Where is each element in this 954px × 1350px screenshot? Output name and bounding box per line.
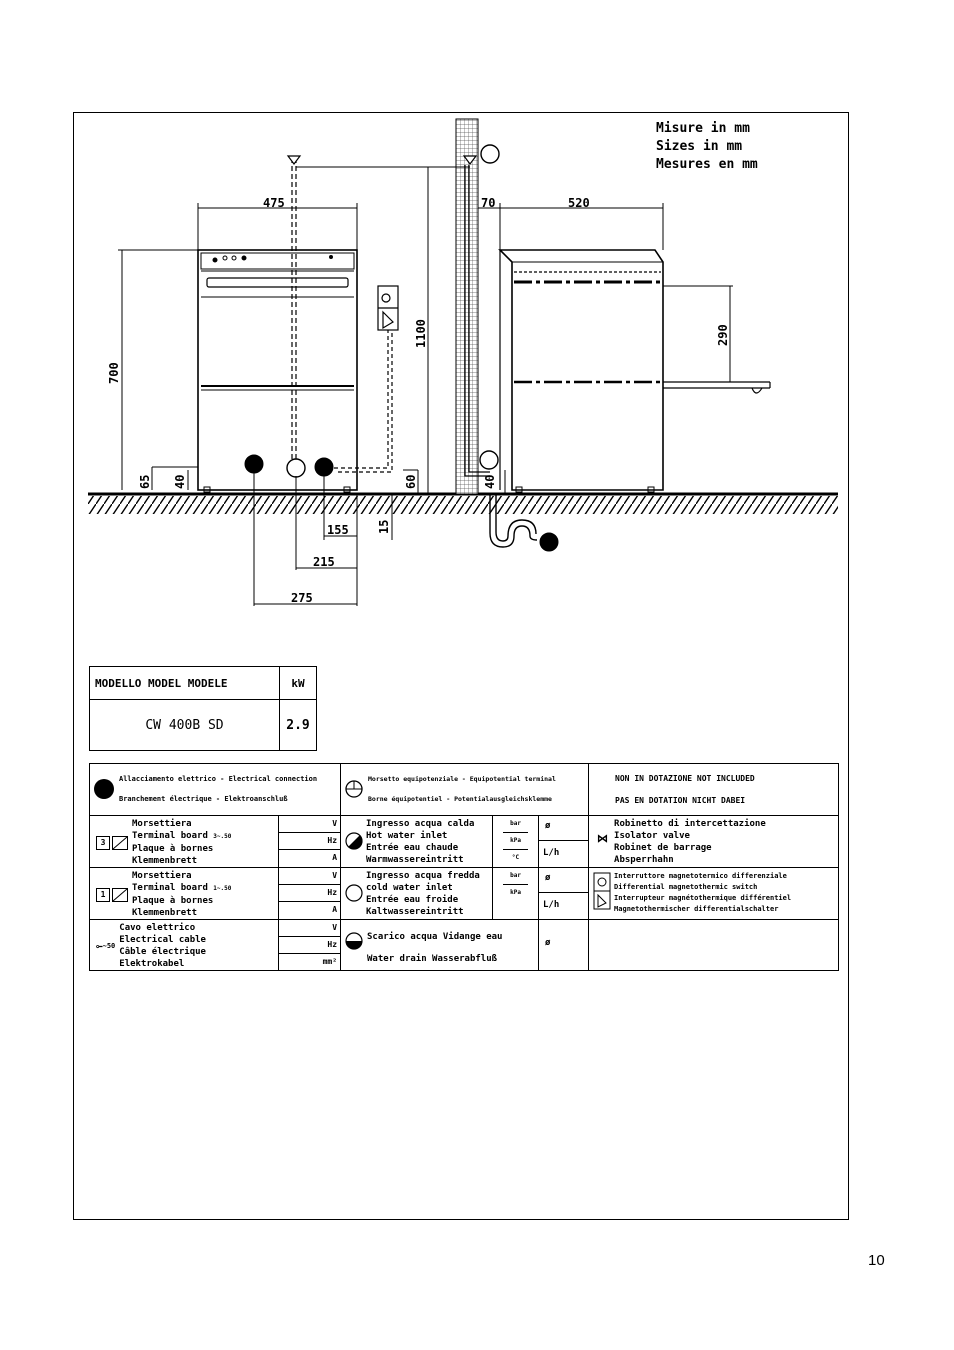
isolator-valve-icon: ⋈ <box>597 832 609 845</box>
terminal-3-line4: Klemmenbrett <box>132 856 198 866</box>
sizes-note-en: Sizes in mm <box>656 139 743 154</box>
unit-a: A <box>332 905 338 914</box>
electrical-line2: Branchement électrique - Elektroanschluß <box>119 795 288 803</box>
cable-line4: Elektrokabel <box>119 959 185 969</box>
terminal-1-line4: Klemmenbrett <box>132 908 198 918</box>
hot-diameter: ø <box>539 816 588 841</box>
terminal-3-units <box>279 816 341 868</box>
cold-water-line4: Kaltwassereintritt <box>366 907 464 917</box>
switch-line4: Magnetothermischer differentialschalter <box>614 905 779 913</box>
drain-line1: Scarico acqua Vidange eau <box>367 932 503 942</box>
terminal-3-number: 3 <box>96 836 110 850</box>
legend-terminal-1 <box>90 868 279 920</box>
legend-electrical <box>90 764 341 816</box>
dimension-labels <box>107 196 730 605</box>
cold-water-line3: Entrée eau froide <box>366 895 459 905</box>
switch-line3: Interrupteur magnétothermique différentiel <box>614 894 792 902</box>
terminal-1-line1: Morsettiera <box>132 871 192 881</box>
unit-hz: Hz <box>279 937 340 954</box>
terminal-3-line3: Plaque à bornes <box>132 844 214 854</box>
side-water-inlet-icon <box>480 451 498 469</box>
wall <box>456 119 478 494</box>
drain-icon <box>540 533 558 551</box>
wall-water-inlet-icon <box>481 145 499 163</box>
terminal-3-line1: Morsettiera <box>132 819 192 829</box>
cold-water-pressure <box>493 868 539 920</box>
electrical-line1: Allacciamento elettrico - Electrical connection <box>119 775 318 783</box>
dim-475: 475 <box>263 196 285 210</box>
cable-units <box>279 920 341 971</box>
hot-water-icon <box>345 832 363 850</box>
unit-hz: Hz <box>279 833 340 850</box>
hot-water-line1: Ingresso acqua calda <box>366 819 475 829</box>
cold-water-icon <box>345 884 363 902</box>
legend-cold-water <box>341 868 493 920</box>
front-view-machine <box>198 250 357 492</box>
hot-flow: L/h <box>543 848 560 858</box>
drain-line2: Water drain Wasserabfluß <box>367 954 498 964</box>
floor <box>88 494 838 514</box>
terminal-1-units <box>279 868 341 920</box>
terminal-1-line2: Terminal board <box>132 883 208 893</box>
cold-water-line1: Ingresso acqua fredda <box>366 871 480 881</box>
unit-hz: Hz <box>279 885 340 902</box>
legend-isolator <box>589 816 839 868</box>
electric-connection-icon <box>93 778 115 800</box>
drain-values <box>539 920 589 971</box>
isolator-line3: Robinet de barrage <box>614 843 712 853</box>
equipotential-line1: Morsetto equipotenziale - Equipotential terminal <box>368 775 556 783</box>
hot-water-inlet-icon <box>315 458 333 476</box>
isolator-valve-icon <box>288 156 300 164</box>
dim-70: 70 <box>481 196 496 210</box>
dim-60: 60 <box>404 474 418 489</box>
legend-drain <box>341 920 539 971</box>
legend-not-included <box>589 764 839 816</box>
dim-700: 700 <box>107 362 121 384</box>
not-included-line1: NON IN DOTAZIONE NOT INCLUDED <box>615 774 755 783</box>
model-kw: 2.9 <box>280 700 317 751</box>
terminal-1-line3: Plaque à bornes <box>132 896 214 906</box>
switch-line2: Differential magnetothermic switch <box>614 883 758 891</box>
cable-line2: Electrical cable <box>119 935 206 945</box>
unit-v: V <box>279 920 340 937</box>
equipotential-icon <box>344 779 364 799</box>
dim-65: 65 <box>138 474 152 489</box>
drain-diameter: ø <box>545 938 551 948</box>
unit-v: V <box>279 816 340 833</box>
terminal-3-symbol: 3~.50 <box>213 833 232 840</box>
cold-kpa: kPa <box>510 889 521 896</box>
terminal-1-symbol: 1~.50 <box>213 885 232 892</box>
cold-bar: bar <box>503 868 528 885</box>
dim-520: 520 <box>568 196 590 210</box>
hot-kpa: kPa <box>510 837 521 844</box>
sizes-note-it: Misure in mm <box>656 121 750 136</box>
unit-mm2: mm² <box>322 957 338 966</box>
equipotential-line2: Borne équipotentiel - Potentialausgleichsklemme <box>368 795 552 803</box>
dimension-lines <box>118 203 733 606</box>
legend-empty <box>589 920 839 971</box>
legend-terminal-3 <box>90 816 279 868</box>
isolator-line2: Isolator valve <box>614 831 690 841</box>
not-included-line2: PAS EN DOTATION NICHT DABEI <box>615 796 746 805</box>
hot-bar: bar <box>503 816 528 833</box>
cold-water-line2: cold water inlet <box>366 883 453 893</box>
sizes-note <box>656 121 758 172</box>
legend-equipotential <box>341 764 589 816</box>
cold-flow: L/h <box>543 900 560 910</box>
dim-15: 15 <box>377 519 391 534</box>
page-number: 10 <box>868 1252 885 1269</box>
dim-40-left: 40 <box>173 474 187 489</box>
terminal-icon <box>112 836 128 850</box>
dim-275: 275 <box>291 591 313 605</box>
legend-table <box>89 763 839 971</box>
terminal-3-line2: Terminal board <box>132 831 208 841</box>
cold-water-values <box>539 868 589 920</box>
hot-temp: °C <box>503 849 528 866</box>
hot-water-values <box>539 816 589 868</box>
cable-line1: Cavo elettrico <box>119 923 196 933</box>
dim-1100: 1100 <box>414 319 428 348</box>
cable-icon: ⟜ <box>96 939 103 953</box>
differential-switch-icon <box>378 286 398 330</box>
dim-40-right: 40 <box>483 474 497 489</box>
dim-290: 290 <box>716 324 730 346</box>
legend-hot-water <box>341 816 493 868</box>
model-header: MODELLO MODEL MODELE <box>90 667 280 700</box>
hot-water-line3: Entrée eau chaude <box>366 843 459 853</box>
switch-line1: Interruttore magnetotermico differenziale <box>614 872 787 880</box>
hot-water-line2: Hot water inlet <box>366 831 448 841</box>
model-table <box>89 666 317 751</box>
electric-connection-icon <box>245 455 263 473</box>
dim-155: 155 <box>327 523 349 537</box>
terminal-1-number: 1 <box>96 888 110 902</box>
water-drain-icon <box>345 932 363 950</box>
cable-symbol: ~50 <box>102 942 116 950</box>
cold-water-inlet-icon <box>287 459 305 477</box>
model-name: CW 400B SD <box>90 700 280 751</box>
legend-switch <box>589 868 839 920</box>
sizes-note-fr: Mesures en mm <box>656 157 758 172</box>
hot-water-pressure <box>493 816 539 868</box>
unit-v: V <box>279 868 340 885</box>
kw-header: kW <box>280 667 317 700</box>
differential-switch-icon <box>593 871 611 911</box>
cold-diameter: ø <box>539 868 588 893</box>
isolator-line4: Absperrhahn <box>614 855 674 865</box>
isolator-line1: Robinetto di intercettazione <box>614 819 766 829</box>
unit-a: A <box>332 853 338 862</box>
dim-215: 215 <box>313 555 335 569</box>
cable-line3: Câble électrique <box>119 947 206 957</box>
terminal-icon <box>112 888 128 902</box>
legend-cable <box>90 920 279 971</box>
hot-water-line4: Warmwassereintritt <box>366 855 464 865</box>
